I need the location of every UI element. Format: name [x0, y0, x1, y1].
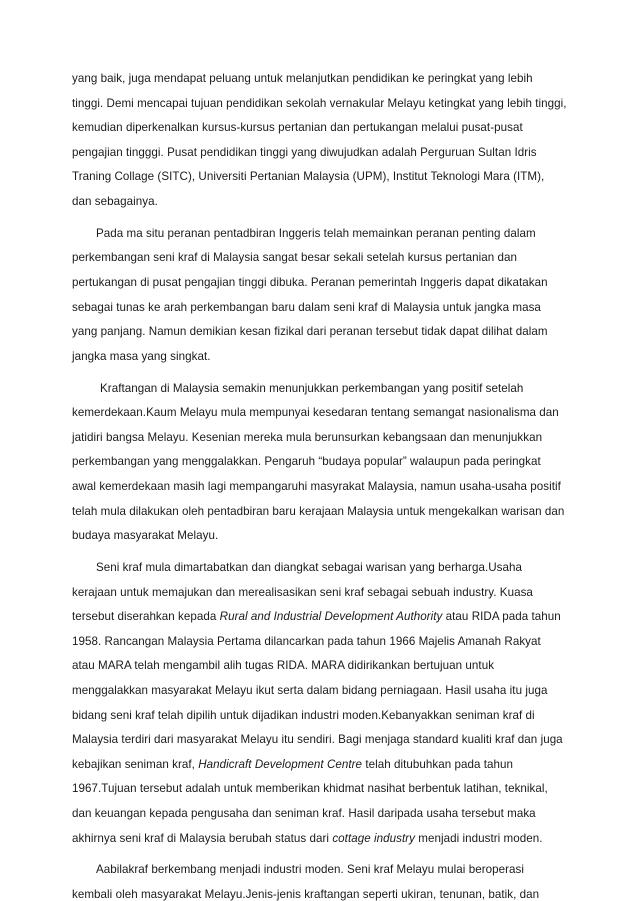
italic-term: cottage industry: [332, 832, 415, 845]
text-line: bidang seni kraf telah dipilih untuk dijadikan industri moden.Kebanyakkan seniman kraf di: [72, 709, 535, 722]
italic-term: Rural and Industrial Development Authority: [219, 610, 443, 623]
text-line: Seni kraf mula dimartabatkan dan diangkat sebagai warisan yang berharga.Usaha: [96, 561, 522, 574]
text-line: pengajian tingggi. Pusat pendidikan tinggi yang diwujudkan adalah Perguruan Sultan Idris: [72, 146, 537, 159]
text-line: Aabilakraf berkembang menjadi industri moden. Seni kraf Melayu mulai beroperasi: [96, 863, 524, 876]
text-line: kemudian diperkenalkan kursus-kursus pertanian dan pertukangan melalui pusat-pusat: [72, 121, 523, 134]
text-line: sebagai tunas ke arah perkembangan baru dalam seni kraf di Malaysia untuk jangka masa: [72, 301, 541, 314]
text-line: Traning Collage (SITC), Universiti Pertanian Malaysia (UPM), Institut Teknologi Mara (ITM),: [72, 170, 545, 183]
text-line: pertukangan di pusat pengajian tinggi dibuka. Peranan pemerintah Inggeris dapat dikatakan: [72, 276, 548, 289]
text-line: budaya masyarakat Melayu.: [72, 529, 219, 542]
text-line: tinggi. Demi mencapai tujuan pendidikan sekolah vernakular Melayu ketingkat yang lebih tinggi,: [72, 97, 567, 110]
text-line: yang panjang. Namun demikian kesan fizikal dari peranan tersebut tidak dapat dilihat dalam: [72, 325, 548, 338]
text-line: jangka masa yang singkat.: [72, 350, 211, 363]
text-line: Malaysia terdiri dari masyarakat Melayu itu sendiri. Bagi menjaga standard kualiti kraf dan juga: [72, 733, 563, 746]
text-line: perkembangan seni kraf di Malaysia sangat besar sekali setelah kursus pertanian dan: [72, 251, 517, 264]
text-line: Pada ma situ peranan pentadbiran Inggeris telah memainkan peranan penting dalam: [96, 227, 536, 240]
text-line: telah mula dilakukan oleh pentadbiran baru kerajaan Malaysia untuk mengekalkan warisan dan: [72, 505, 565, 518]
text-line: perkembangan yang menggalakkan. Pengaruh “budaya popular” walaupun pada peringkat: [72, 455, 541, 468]
text-line: dan keuangan kepada pengusaha dan seniman kraf. Hasil daripada usaha tersebut maka: [72, 807, 536, 820]
text-line: kerajaan untuk memajukan dan merealisasikan seni kraf sebagai sebuah industry. Kuasa: [72, 586, 533, 599]
text-line: 1967.Tujuan tersebut adalah untuk memberikan khidmat nasihat berbentuk latihan, teknikal,: [72, 782, 548, 795]
text-line: dan sebagainya.: [72, 195, 158, 208]
text-line: Kraftangan di Malaysia semakin menunjukkan perkembangan yang positif setelah: [100, 382, 524, 395]
text-line: kebajikan seniman kraf, Handicraft Development Centre telah ditubuhkan pada tahun: [72, 758, 514, 771]
text-line: jatidiri bangsa Melayu. Kesenian mereka mula berunsurkan kebangsaan dan menunjukkan: [72, 431, 543, 444]
text-line: 1958. Rancangan Malaysia Pertama dilancarkan pada tahun 1966 Majelis Amanah Rakyat: [72, 635, 541, 648]
italic-term: Handicraft Development Centre: [198, 758, 363, 771]
text-line: kemerdekaan.Kaum Melayu mula mempunyai kesedaran tentang semangat nasionalisma dan: [72, 406, 559, 419]
text-line: tersebut diserahkan kepada Rural and Industrial Development Authority atau RIDA pada tahun: [72, 610, 561, 623]
text-line: akhirnya seni kraf di Malaysia berubah status dari cottage industry menjadi industri moden.: [72, 832, 543, 845]
text-line: menggalakkan masyarakat Melayu ikut serta dalam bidang perniagaan. Hasil usaha itu juga: [72, 684, 548, 697]
text-line: yang baik, juga mendapat peluang untuk melanjutkan pendidikan ke peringkat yang lebih: [72, 72, 533, 85]
text-line: awal kemerdekaan masih lagi mempangaruhi masyrakat Malaysia, namun usaha-usaha positif: [72, 480, 561, 493]
text-line: kembali oleh masyarakat Melayu.Jenis-jenis kraftangan seperti ukiran, tenunan, batik, dan: [72, 888, 540, 901]
text-line: atau MARA telah mengambil alih tugas RIDA. MARA didirikankan bertujuan untuk: [72, 659, 495, 672]
